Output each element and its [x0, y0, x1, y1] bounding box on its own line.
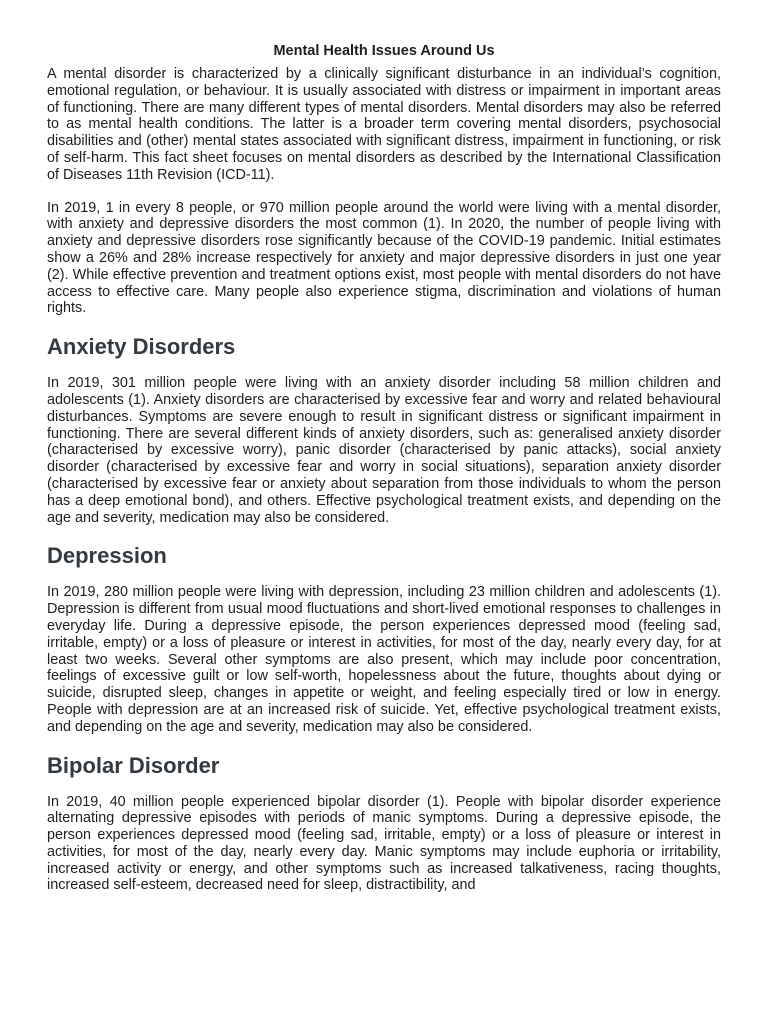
section-paragraph: In 2019, 280 million people were living with depression, including 23 million children and adolescents (1). Depression is different from usual mood fluctuations and short-lived emotional responses to challenges in everyday life. During a depressive episode, the person experiences depressed mood (feeling sad, irritable, empty) or a loss of pleasure or interest in activities, for most of the day, nearly every day, for at least two weeks. Several other symptoms are also present, which may include poor concentration, feelings of excessive guilt or low self-worth, hopelessness about the future, thoughts about dying or suicide, disrupted sleep, changes in appetite or weight, and feeling especially tired or low in energy. People with depression are at an increased risk of suicide. Yet, effective psychological treatment exists, and depending on the age and severity, medication may also be considered. [47, 584, 721, 735]
document-page [47, 40, 721, 910]
section-paragraph: In 2019, 40 million people experienced bipolar disorder (1). People with bipolar disorder experience alternating depressive episodes with periods of manic symptoms. During a depressive episode, the person experiences depressed mood (feeling sad, irritable, empty) or a loss of pleasure or interest in activities, for most of the day, nearly every day. Manic symptoms may include euphoria or irritability, increased activity or energy, and other symptoms such as increased talkativeness, racing thoughts, increased self-esteem, decreased need for sleep, distractibility, and [47, 793, 721, 894]
section-bipolar-disorder [47, 752, 721, 895]
section-heading: Anxiety Disorders [47, 334, 236, 360]
section-heading: Depression [47, 543, 167, 569]
section-heading: Bipolar Disorder [47, 752, 220, 778]
section-paragraph: In 2019, 301 million people were living with an anxiety disorder including 58 million children and adolescents (1). Anxiety disorders are characterised by excessive fear and worry and related behavioural disturbances. Symptoms are severe enough to result in significant distress or significant impairment in functioning. There are several different kinds of anxiety disorders, such as: generalised anxiety disorder (characterised by excessive worry), panic disorder (characterised by panic attacks), social anxiety disorder (characterised by excessive fear and worry in social situations), separation anxiety disorder (characterised by excessive fear or anxiety about separation from those individuals to whom the person has a deep emotional bond), and others. Effective psychological treatment exists, and depending on the age and severity, medication may also be considered. [47, 375, 721, 526]
section-depression [47, 542, 721, 735]
section-anxiety-disorders [47, 333, 721, 526]
intro-paragraph-1: A mental disorder is characterized by a clinically significant disturbance in an individual’s cognition, emotional regulation, or behaviour. It is usually associated with distress or impairment in important areas of functioning. There are many different types of mental disorders. Mental disorders may also be referred to as mental health conditions. The latter is a broader term covering mental disorders, psychosocial disabilities and (other) mental states associated with significant distress, impairment in functioning, or risk of self-harm. This fact sheet focuses on mental disorders as described by the International Classification of Diseases 11th Revision (ICD-11). [47, 66, 721, 183]
intro-paragraph-2: In 2019, 1 in every 8 people, or 970 million people around the world were living with a mental disorder, with anxiety and depressive disorders the most common (1). In 2020, the number of people living with anxiety and depressive disorders rose significantly because of the COVID-19 pandemic. Initial estimates show a 26% and 28% increase respectively for anxiety and major depressive disorders in just one year (2). While effective prevention and treatment options exist, most people with mental disorders do not have access to effective care. Many people also experience stigma, discrimination and violations of human rights. [47, 199, 721, 317]
document-title: Mental Health Issues Around Us [273, 43, 495, 59]
